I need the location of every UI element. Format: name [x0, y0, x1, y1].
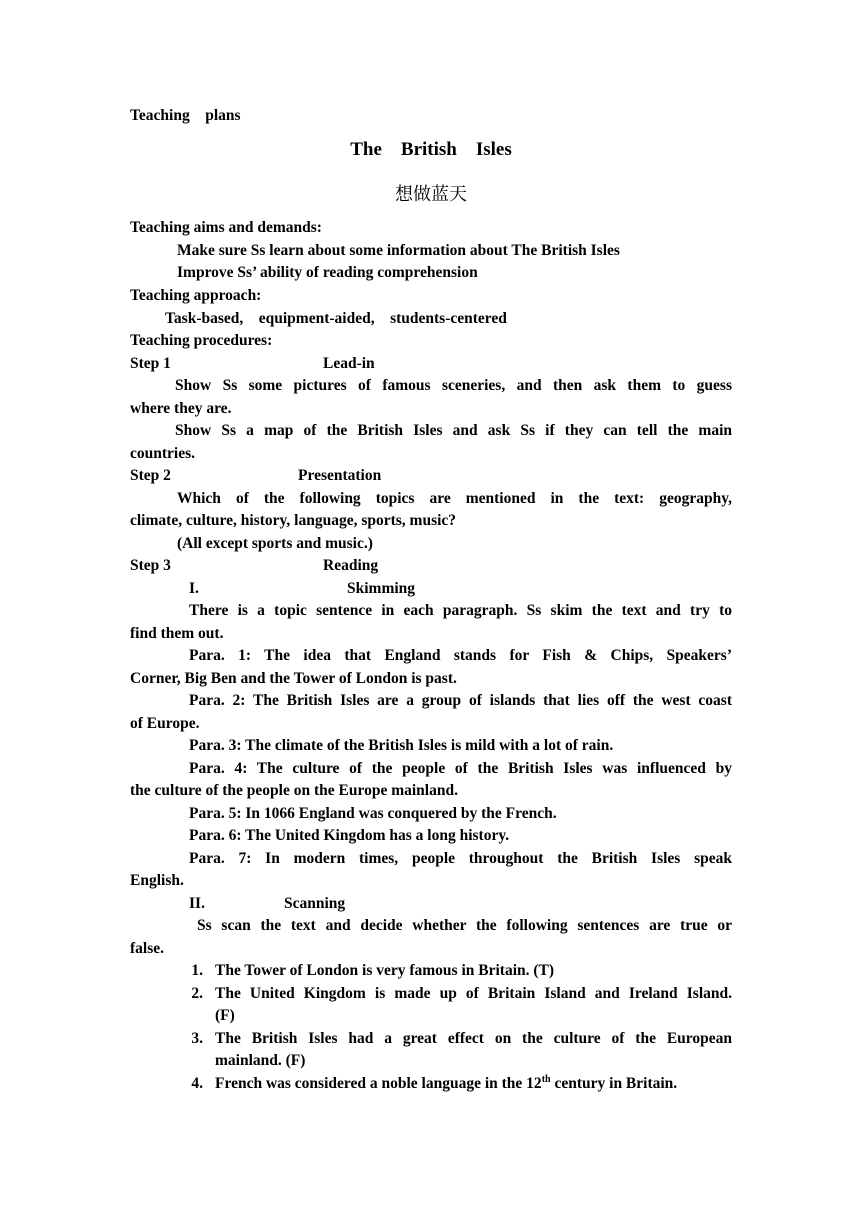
document-author: 想做蓝天 [395, 184, 467, 205]
step-label: Step 1 [130, 355, 171, 372]
paragraph-line: Para. 2: The British Isles are a group of islands that lies off the west coast [189, 692, 732, 709]
step-label: Step 2 [130, 467, 171, 484]
section-name: Skimming [347, 580, 416, 597]
list-item: The Tower of London is very famous in Britain. (T) [215, 962, 555, 979]
paragraph-line: find them out. [130, 625, 224, 642]
paragraph-line: Corner, Big Ben and the Tower of London is past. [130, 670, 457, 687]
list-number: 4. [191, 1075, 203, 1092]
paragraph-line: countries. [130, 445, 196, 462]
paragraph-line: Para. 3: The climate of the British Isles is mild with a lot of rain. [189, 737, 614, 754]
paragraph-line: where they are. [130, 400, 232, 417]
paragraph-line: Show Ss a map of the British Isles and ask Ss if they can tell the main [175, 422, 732, 439]
section-name: Scanning [284, 895, 346, 912]
aims-item: Make sure Ss learn about some information about The British Isles [177, 242, 620, 259]
approach-text: Task-based, equipment-aided, students-centered [165, 310, 507, 327]
list-item-continuation: mainland. (F) [215, 1052, 306, 1069]
answer-line: (All except sports and music.) [177, 535, 373, 552]
list-number: 2. [191, 985, 203, 1002]
step-name: Lead-in [323, 355, 375, 372]
list-item: The United Kingdom is made up of Britain Island and Ireland Island. [215, 985, 732, 1002]
aims-heading: Teaching aims and demands: [130, 219, 322, 236]
ordinal-suffix: th [541, 1074, 551, 1085]
procedures-heading: Teaching procedures: [130, 332, 273, 349]
paragraph-line: Which of the following topics are mentioned in the text: geography, [177, 490, 732, 507]
paragraph-line: English. [130, 872, 184, 889]
paragraph-line: Para. 6: The United Kingdom has a long history. [189, 827, 510, 844]
paragraph-line: Para. 1: The idea that England stands for Fish & Chips, Speakers’ [189, 647, 732, 664]
paragraph-line: Ss scan the text and decide whether the following sentences are true or [197, 917, 732, 934]
document-header: Teaching plans [130, 107, 241, 124]
step-label: Step 3 [130, 557, 171, 574]
aims-item: Improve Ss’ ability of reading comprehension [177, 264, 478, 281]
approach-heading: Teaching approach: [130, 287, 262, 304]
paragraph-line: the culture of the people on the Europe mainland. [130, 782, 458, 799]
step-name: Presentation [298, 467, 382, 484]
paragraph-line: Show Ss some pictures of famous sceneries, and then ask them to guess [175, 377, 732, 394]
section-number: II. [189, 895, 205, 912]
paragraph-line: of Europe. [130, 715, 200, 732]
paragraph-line: Para. 7: In modern times, people throughout the British Isles speak [189, 850, 732, 867]
paragraph-line: Para. 5: In 1066 England was conquered by the French. [189, 805, 557, 822]
list-item: The British Isles had a great effect on the culture of the European [215, 1030, 732, 1047]
document-title: The British Isles [350, 139, 512, 160]
step-name: Reading [323, 557, 379, 574]
paragraph-line: false. [130, 940, 165, 957]
section-number: I. [189, 580, 199, 597]
paragraph-line: There is a topic sentence in each paragraph. Ss skim the text and try to [189, 602, 732, 619]
list-item: French was considered a noble language in the 12th century in Britain. [215, 1074, 678, 1092]
list-item-continuation: (F) [215, 1007, 235, 1024]
paragraph-line: Para. 4: The culture of the people of the British Isles was influenced by [189, 760, 732, 777]
list-number: 3. [191, 1030, 203, 1047]
list-number: 1. [191, 962, 203, 979]
paragraph-line: climate, culture, history, language, sports, music? [130, 512, 457, 529]
